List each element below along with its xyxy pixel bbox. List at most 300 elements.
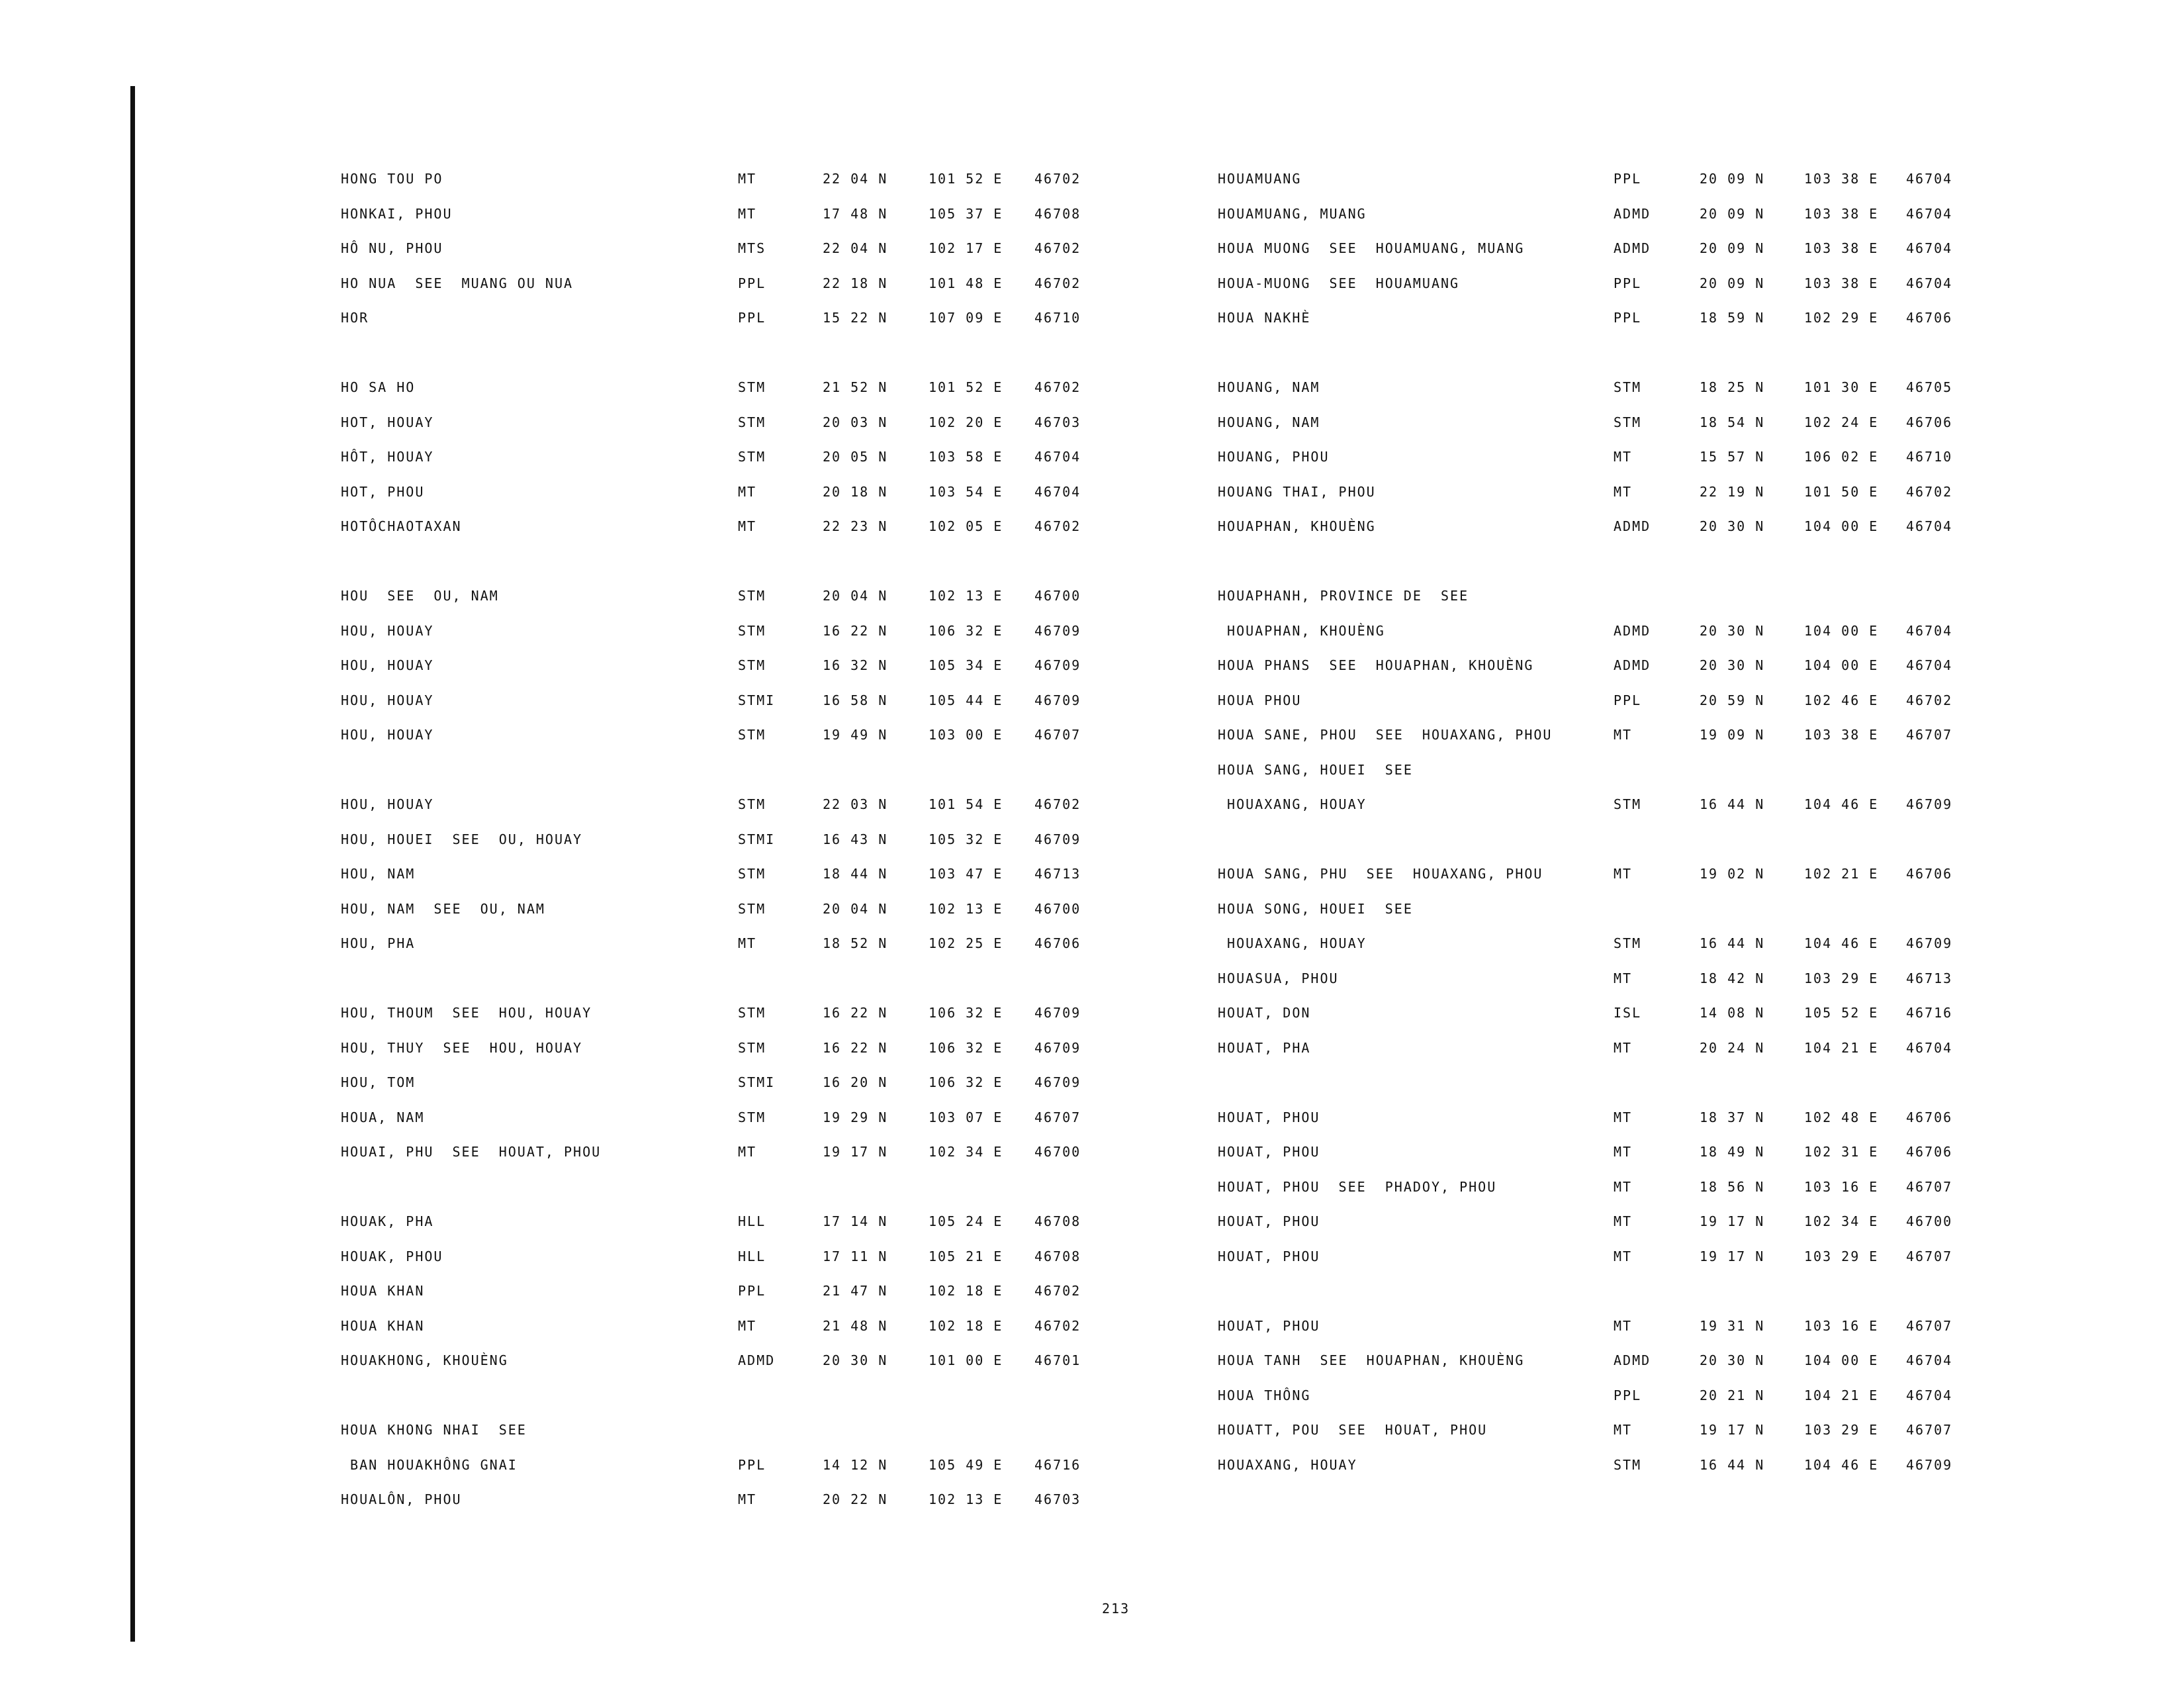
latitude: 18 25 N	[1700, 379, 1765, 395]
map-code: 46704	[1906, 1039, 1953, 1056]
map-code: 46709	[1906, 796, 1953, 812]
latitude: 20 09 N	[1700, 205, 1765, 222]
longitude: 101 54 E	[929, 796, 1003, 812]
feature-designation: PPL	[1614, 275, 1642, 291]
feature-designation: ADMD	[1614, 518, 1651, 534]
feature-designation: PPL	[738, 1456, 766, 1473]
map-code: 46702	[1906, 692, 1953, 708]
latitude: 18 42 N	[1700, 970, 1765, 986]
place-name: HOUATT, POU SEE HOUAT, PHOU	[1218, 1422, 1488, 1438]
latitude: 19 49 N	[823, 727, 888, 743]
feature-designation: ADMD	[1614, 205, 1651, 222]
longitude: 105 37 E	[929, 205, 1003, 222]
longitude: 107 09 E	[929, 310, 1003, 326]
longitude: 102 25 E	[929, 935, 1003, 951]
longitude: 103 38 E	[1804, 727, 1879, 743]
longitude: 102 31 E	[1804, 1144, 1879, 1160]
latitude: 19 17 N	[1700, 1248, 1765, 1264]
place-name: HOUANG, NAM	[1218, 414, 1320, 430]
longitude: 104 00 E	[1804, 657, 1879, 673]
place-name: HOU, HOUAY	[341, 622, 434, 639]
feature-designation: STM	[738, 379, 766, 395]
longitude: 103 16 E	[1804, 1317, 1879, 1334]
map-code: 46702	[1034, 171, 1081, 187]
map-code: 46708	[1034, 1248, 1081, 1264]
feature-designation: STM	[738, 796, 766, 812]
map-code: 46700	[1034, 900, 1081, 917]
map-code: 46704	[1906, 275, 1953, 291]
place-name: HOU, THUY SEE HOU, HOUAY	[341, 1039, 583, 1056]
longitude: 103 47 E	[929, 866, 1003, 882]
map-code: 46708	[1034, 205, 1081, 222]
feature-designation: MT	[1614, 970, 1633, 986]
latitude: 20 04 N	[823, 588, 888, 604]
feature-designation: MT	[1614, 483, 1633, 500]
longitude: 101 00 E	[929, 1352, 1003, 1368]
latitude: 19 17 N	[823, 1144, 888, 1160]
place-name: HOUA SANG, PHU SEE HOUAXANG, PHOU	[1218, 866, 1543, 882]
map-code: 46710	[1906, 449, 1953, 465]
feature-designation: MT	[738, 1491, 757, 1507]
latitude: 22 18 N	[823, 275, 888, 291]
feature-designation: MT	[1614, 1144, 1633, 1160]
map-code: 46700	[1034, 588, 1081, 604]
longitude: 104 21 E	[1804, 1387, 1879, 1403]
place-name: HOUA NAKHÈ	[1218, 310, 1311, 326]
place-name: HOUAXANG, HOUAY	[1218, 796, 1367, 812]
map-code: 46702	[1034, 240, 1081, 256]
feature-designation: ADMD	[1614, 240, 1651, 256]
latitude: 18 59 N	[1700, 310, 1765, 326]
latitude: 19 17 N	[1700, 1213, 1765, 1229]
place-name: HOUA-MUONG SEE HOUAMUANG	[1218, 275, 1460, 291]
feature-designation: MT	[738, 935, 757, 951]
place-name: HOU, HOUEI SEE OU, HOUAY	[341, 831, 583, 847]
latitude: 19 31 N	[1700, 1317, 1765, 1334]
longitude: 101 52 E	[929, 379, 1003, 395]
map-code: 46707	[1906, 1178, 1953, 1195]
map-code: 46709	[1034, 831, 1081, 847]
place-name: HOUA TANH SEE HOUAPHAN, KHOUÈNG	[1218, 1352, 1525, 1368]
feature-designation: STM	[1614, 1456, 1642, 1473]
feature-designation: MT	[738, 483, 757, 500]
map-code: 46704	[1906, 1352, 1953, 1368]
map-code: 46706	[1906, 1109, 1953, 1125]
map-code: 46702	[1034, 379, 1081, 395]
map-code: 46709	[1034, 1005, 1081, 1021]
place-name: HOU SEE OU, NAM	[341, 588, 499, 604]
longitude: 102 13 E	[929, 1491, 1003, 1507]
map-code: 46704	[1906, 240, 1953, 256]
feature-designation: MT	[1614, 1109, 1633, 1125]
place-name: HOUA THÔNG	[1218, 1387, 1311, 1403]
longitude: 103 00 E	[929, 727, 1003, 743]
latitude: 21 48 N	[823, 1317, 888, 1334]
map-code: 46709	[1034, 657, 1081, 673]
longitude: 105 44 E	[929, 692, 1003, 708]
place-name: HONKAI, PHOU	[341, 205, 453, 222]
latitude: 17 11 N	[823, 1248, 888, 1264]
feature-designation: STM	[738, 1005, 766, 1021]
map-code: 46704	[1906, 518, 1953, 534]
longitude: 102 18 E	[929, 1283, 1003, 1299]
place-name: HOUAPHAN, KHOUÈNG	[1218, 518, 1376, 534]
map-code: 46704	[1906, 205, 1953, 222]
latitude: 19 09 N	[1700, 727, 1765, 743]
feature-designation: STMI	[738, 1074, 776, 1090]
map-code: 46709	[1906, 935, 1953, 951]
place-name: HOUA SONG, HOUEI SEE	[1218, 900, 1413, 917]
latitude: 20 05 N	[823, 449, 888, 465]
feature-designation: STM	[1614, 796, 1642, 812]
longitude: 103 16 E	[1804, 1178, 1879, 1195]
longitude: 102 18 E	[929, 1317, 1003, 1334]
map-code: 46703	[1034, 414, 1081, 430]
feature-designation: MT	[738, 1144, 757, 1160]
place-name: HOT, HOUAY	[341, 414, 434, 430]
longitude: 104 21 E	[1804, 1039, 1879, 1056]
place-name: HOUASUA, PHOU	[1218, 970, 1339, 986]
map-code: 46702	[1034, 518, 1081, 534]
feature-designation: MT	[1614, 1248, 1633, 1264]
longitude: 104 00 E	[1804, 622, 1879, 639]
longitude: 103 38 E	[1804, 205, 1879, 222]
latitude: 22 03 N	[823, 796, 888, 812]
map-code: 46709	[1034, 692, 1081, 708]
place-name: HOU, HOUAY	[341, 692, 434, 708]
page-number: 213	[1102, 1601, 1130, 1617]
feature-designation: STM	[738, 900, 766, 917]
place-name: HOU, THOUM SEE HOU, HOUAY	[341, 1005, 592, 1021]
map-code: 46704	[1034, 449, 1081, 465]
place-name: HOU, NAM	[341, 866, 416, 882]
place-name: HOUAT, PHOU SEE PHADOY, PHOU	[1218, 1178, 1497, 1195]
feature-designation: STM	[738, 588, 766, 604]
feature-designation: PPL	[1614, 1387, 1642, 1403]
latitude: 18 52 N	[823, 935, 888, 951]
latitude: 20 21 N	[1700, 1387, 1765, 1403]
latitude: 21 47 N	[823, 1283, 888, 1299]
feature-designation: ADMD	[1614, 622, 1651, 639]
latitude: 20 09 N	[1700, 240, 1765, 256]
map-code: 46705	[1906, 379, 1953, 395]
longitude: 102 13 E	[929, 900, 1003, 917]
place-name: HOUAT, PHOU	[1218, 1213, 1320, 1229]
longitude: 102 24 E	[1804, 414, 1879, 430]
feature-designation: STM	[738, 657, 766, 673]
longitude: 102 29 E	[1804, 310, 1879, 326]
place-name: HOTÔCHAOTAXAN	[341, 518, 462, 534]
map-code: 46701	[1034, 1352, 1081, 1368]
longitude: 101 48 E	[929, 275, 1003, 291]
latitude: 20 30 N	[1700, 657, 1765, 673]
latitude: 20 18 N	[823, 483, 888, 500]
longitude: 106 02 E	[1804, 449, 1879, 465]
feature-designation: STM	[738, 1039, 766, 1056]
longitude: 103 38 E	[1804, 171, 1879, 187]
latitude: 16 22 N	[823, 1039, 888, 1056]
longitude: 103 58 E	[929, 449, 1003, 465]
latitude: 17 14 N	[823, 1213, 888, 1229]
longitude: 103 29 E	[1804, 1422, 1879, 1438]
latitude: 21 52 N	[823, 379, 888, 395]
feature-designation: MT	[738, 1317, 757, 1334]
longitude: 102 17 E	[929, 240, 1003, 256]
feature-designation: MT	[1614, 449, 1633, 465]
feature-designation: STM	[738, 727, 766, 743]
place-name: HOU, HOUAY	[341, 657, 434, 673]
place-name: BAN HOUAKHÔNG GNAI	[341, 1456, 518, 1473]
latitude: 18 54 N	[1700, 414, 1765, 430]
latitude: 22 19 N	[1700, 483, 1765, 500]
feature-designation: MT	[738, 205, 757, 222]
place-name: HOU, NAM SEE OU, NAM	[341, 900, 545, 917]
place-name: HOUA KHONG NHAI SEE	[341, 1422, 527, 1438]
latitude: 18 49 N	[1700, 1144, 1765, 1160]
latitude: 16 44 N	[1700, 796, 1765, 812]
feature-designation: ISL	[1614, 1005, 1642, 1021]
longitude: 103 38 E	[1804, 240, 1879, 256]
place-name: HOUAT, PHOU	[1218, 1109, 1320, 1125]
longitude: 102 20 E	[929, 414, 1003, 430]
latitude: 16 44 N	[1700, 1456, 1765, 1473]
longitude: 102 48 E	[1804, 1109, 1879, 1125]
latitude: 14 08 N	[1700, 1005, 1765, 1021]
place-name: HOUAKHONG, KHOUÈNG	[341, 1352, 508, 1368]
longitude: 101 52 E	[929, 171, 1003, 187]
latitude: 20 09 N	[1700, 275, 1765, 291]
feature-designation: STM	[1614, 935, 1642, 951]
map-code: 46706	[1906, 1144, 1953, 1160]
longitude: 106 32 E	[929, 622, 1003, 639]
longitude: 102 34 E	[1804, 1213, 1879, 1229]
feature-designation: MT	[738, 518, 757, 534]
feature-designation: HLL	[738, 1213, 766, 1229]
map-code: 46703	[1034, 1491, 1081, 1507]
place-name: HOUAMUANG	[1218, 171, 1302, 187]
map-code: 46716	[1034, 1456, 1081, 1473]
place-name: HOUAXANG, HOUAY	[1218, 935, 1367, 951]
longitude: 105 52 E	[1804, 1005, 1879, 1021]
map-code: 46709	[1034, 622, 1081, 639]
map-code: 46707	[1034, 727, 1081, 743]
place-name: HOUAT, DON	[1218, 1005, 1311, 1021]
latitude: 15 22 N	[823, 310, 888, 326]
latitude: 16 22 N	[823, 622, 888, 639]
feature-designation: STM	[1614, 414, 1642, 430]
place-name: HOUAPHANH, PROVINCE DE SEE	[1218, 588, 1469, 604]
feature-designation: PPL	[1614, 171, 1642, 187]
feature-designation: STM	[738, 414, 766, 430]
map-code: 46706	[1906, 414, 1953, 430]
feature-designation: PPL	[1614, 310, 1642, 326]
longitude: 105 21 E	[929, 1248, 1003, 1264]
longitude: 101 30 E	[1804, 379, 1879, 395]
place-name: HOUA SANG, HOUEI SEE	[1218, 761, 1413, 778]
latitude: 16 58 N	[823, 692, 888, 708]
longitude: 103 07 E	[929, 1109, 1003, 1125]
map-code: 46704	[1906, 657, 1953, 673]
latitude: 22 23 N	[823, 518, 888, 534]
longitude: 102 34 E	[929, 1144, 1003, 1160]
map-code: 46706	[1906, 866, 1953, 882]
feature-designation: ADMD	[1614, 1352, 1651, 1368]
map-code: 46707	[1034, 1109, 1081, 1125]
place-name: HOUAI, PHU SEE HOUAT, PHOU	[341, 1144, 602, 1160]
longitude: 104 46 E	[1804, 935, 1879, 951]
latitude: 19 29 N	[823, 1109, 888, 1125]
latitude: 19 02 N	[1700, 866, 1765, 882]
place-name: HOUANG THAI, PHOU	[1218, 483, 1376, 500]
place-name: HOU, PHA	[341, 935, 416, 951]
latitude: 14 12 N	[823, 1456, 888, 1473]
feature-designation: STM	[738, 866, 766, 882]
latitude: 18 56 N	[1700, 1178, 1765, 1195]
feature-designation: STMI	[738, 692, 776, 708]
latitude: 20 22 N	[823, 1491, 888, 1507]
feature-designation: PPL	[1614, 692, 1642, 708]
feature-designation: PPL	[738, 1283, 766, 1299]
longitude: 102 46 E	[1804, 692, 1879, 708]
feature-designation: MT	[1614, 866, 1633, 882]
place-name: HOU, HOUAY	[341, 727, 434, 743]
map-code: 46707	[1906, 1422, 1953, 1438]
latitude: 20 59 N	[1700, 692, 1765, 708]
longitude: 105 32 E	[929, 831, 1003, 847]
place-name: HOUAXANG, HOUAY	[1218, 1456, 1357, 1473]
place-name: HOUA, NAM	[341, 1109, 425, 1125]
place-name: HONG TOU PO	[341, 171, 443, 187]
feature-designation: MT	[1614, 1422, 1633, 1438]
place-name: HOUAPHAN, KHOUÈNG	[1218, 622, 1385, 639]
place-name: HOUAT, PHOU	[1218, 1248, 1320, 1264]
place-name: HOUA SANE, PHOU SEE HOUAXANG, PHOU	[1218, 727, 1553, 743]
feature-designation: MT	[1614, 1178, 1633, 1195]
map-code: 46708	[1034, 1213, 1081, 1229]
longitude: 101 50 E	[1804, 483, 1879, 500]
latitude: 16 22 N	[823, 1005, 888, 1021]
place-name: HÔ NU, PHOU	[341, 240, 443, 256]
place-name: HOUA KHAN	[341, 1283, 425, 1299]
longitude: 102 21 E	[1804, 866, 1879, 882]
feature-designation: ADMD	[738, 1352, 776, 1368]
latitude: 16 32 N	[823, 657, 888, 673]
feature-designation: STMI	[738, 831, 776, 847]
place-name: HOU, HOUAY	[341, 796, 434, 812]
feature-designation: MT	[1614, 1039, 1633, 1056]
map-code: 46707	[1906, 1317, 1953, 1334]
map-code: 46707	[1906, 727, 1953, 743]
map-code: 46704	[1906, 171, 1953, 187]
latitude: 16 43 N	[823, 831, 888, 847]
place-name: HOUANG, NAM	[1218, 379, 1320, 395]
map-code: 46702	[1034, 1317, 1081, 1334]
map-code: 46704	[1906, 622, 1953, 639]
feature-designation: STM	[738, 622, 766, 639]
map-code: 46704	[1906, 1387, 1953, 1403]
feature-designation: MTS	[738, 240, 766, 256]
latitude: 19 17 N	[1700, 1422, 1765, 1438]
map-code: 46709	[1906, 1456, 1953, 1473]
place-name: HOUAMUANG, MUANG	[1218, 205, 1367, 222]
map-code: 46700	[1034, 1144, 1081, 1160]
map-code: 46707	[1906, 1248, 1953, 1264]
feature-designation: MT	[738, 171, 757, 187]
latitude: 20 04 N	[823, 900, 888, 917]
place-name: HOUAT, PHA	[1218, 1039, 1311, 1056]
latitude: 20 03 N	[823, 414, 888, 430]
longitude: 105 49 E	[929, 1456, 1003, 1473]
feature-designation: STM	[738, 449, 766, 465]
longitude: 103 54 E	[929, 483, 1003, 500]
place-name: HOR	[341, 310, 369, 326]
latitude: 22 04 N	[823, 240, 888, 256]
longitude: 103 29 E	[1804, 970, 1879, 986]
margin-rule	[130, 86, 135, 1642]
longitude: 104 00 E	[1804, 518, 1879, 534]
latitude: 16 20 N	[823, 1074, 888, 1090]
place-name: HÔT, HOUAY	[341, 449, 434, 465]
longitude: 106 32 E	[929, 1039, 1003, 1056]
map-code: 46706	[1906, 310, 1953, 326]
map-code: 46710	[1034, 310, 1081, 326]
feature-designation: MT	[1614, 1213, 1633, 1229]
feature-designation: STM	[738, 1109, 766, 1125]
longitude: 104 00 E	[1804, 1352, 1879, 1368]
map-code: 46709	[1034, 1039, 1081, 1056]
longitude: 103 29 E	[1804, 1248, 1879, 1264]
longitude: 104 46 E	[1804, 796, 1879, 812]
map-code: 46702	[1906, 483, 1953, 500]
place-name: HO SA HO	[341, 379, 416, 395]
place-name: HOUA KHAN	[341, 1317, 425, 1334]
feature-designation: MT	[1614, 1317, 1633, 1334]
latitude: 16 44 N	[1700, 935, 1765, 951]
latitude: 20 30 N	[1700, 622, 1765, 639]
place-name: HOU, TOM	[341, 1074, 416, 1090]
place-name: HOUAT, PHOU	[1218, 1144, 1320, 1160]
map-code: 46709	[1034, 1074, 1081, 1090]
place-name: HOUA PHANS SEE HOUAPHAN, KHOUÈNG	[1218, 657, 1534, 673]
map-code: 46702	[1034, 796, 1081, 812]
feature-designation: HLL	[738, 1248, 766, 1264]
latitude: 18 37 N	[1700, 1109, 1765, 1125]
map-code: 46713	[1906, 970, 1953, 986]
place-name: HOT, PHOU	[341, 483, 425, 500]
longitude: 104 46 E	[1804, 1456, 1879, 1473]
latitude: 20 24 N	[1700, 1039, 1765, 1056]
place-name: HOUANG, PHOU	[1218, 449, 1330, 465]
map-code: 46704	[1034, 483, 1081, 500]
longitude: 103 38 E	[1804, 275, 1879, 291]
place-name: HOUAK, PHOU	[341, 1248, 443, 1264]
feature-designation: PPL	[738, 275, 766, 291]
longitude: 105 24 E	[929, 1213, 1003, 1229]
place-name: HOUALÔN, PHOU	[341, 1491, 462, 1507]
latitude: 18 44 N	[823, 866, 888, 882]
feature-designation: MT	[1614, 727, 1633, 743]
longitude: 105 34 E	[929, 657, 1003, 673]
map-code: 46706	[1034, 935, 1081, 951]
latitude: 20 30 N	[823, 1352, 888, 1368]
latitude: 22 04 N	[823, 171, 888, 187]
place-name: HO NUA SEE MUANG OU NUA	[341, 275, 574, 291]
map-code: 46702	[1034, 275, 1081, 291]
map-code: 46702	[1034, 1283, 1081, 1299]
latitude: 20 09 N	[1700, 171, 1765, 187]
map-code: 46700	[1906, 1213, 1953, 1229]
place-name: HOUA MUONG SEE HOUAMUANG, MUANG	[1218, 240, 1525, 256]
